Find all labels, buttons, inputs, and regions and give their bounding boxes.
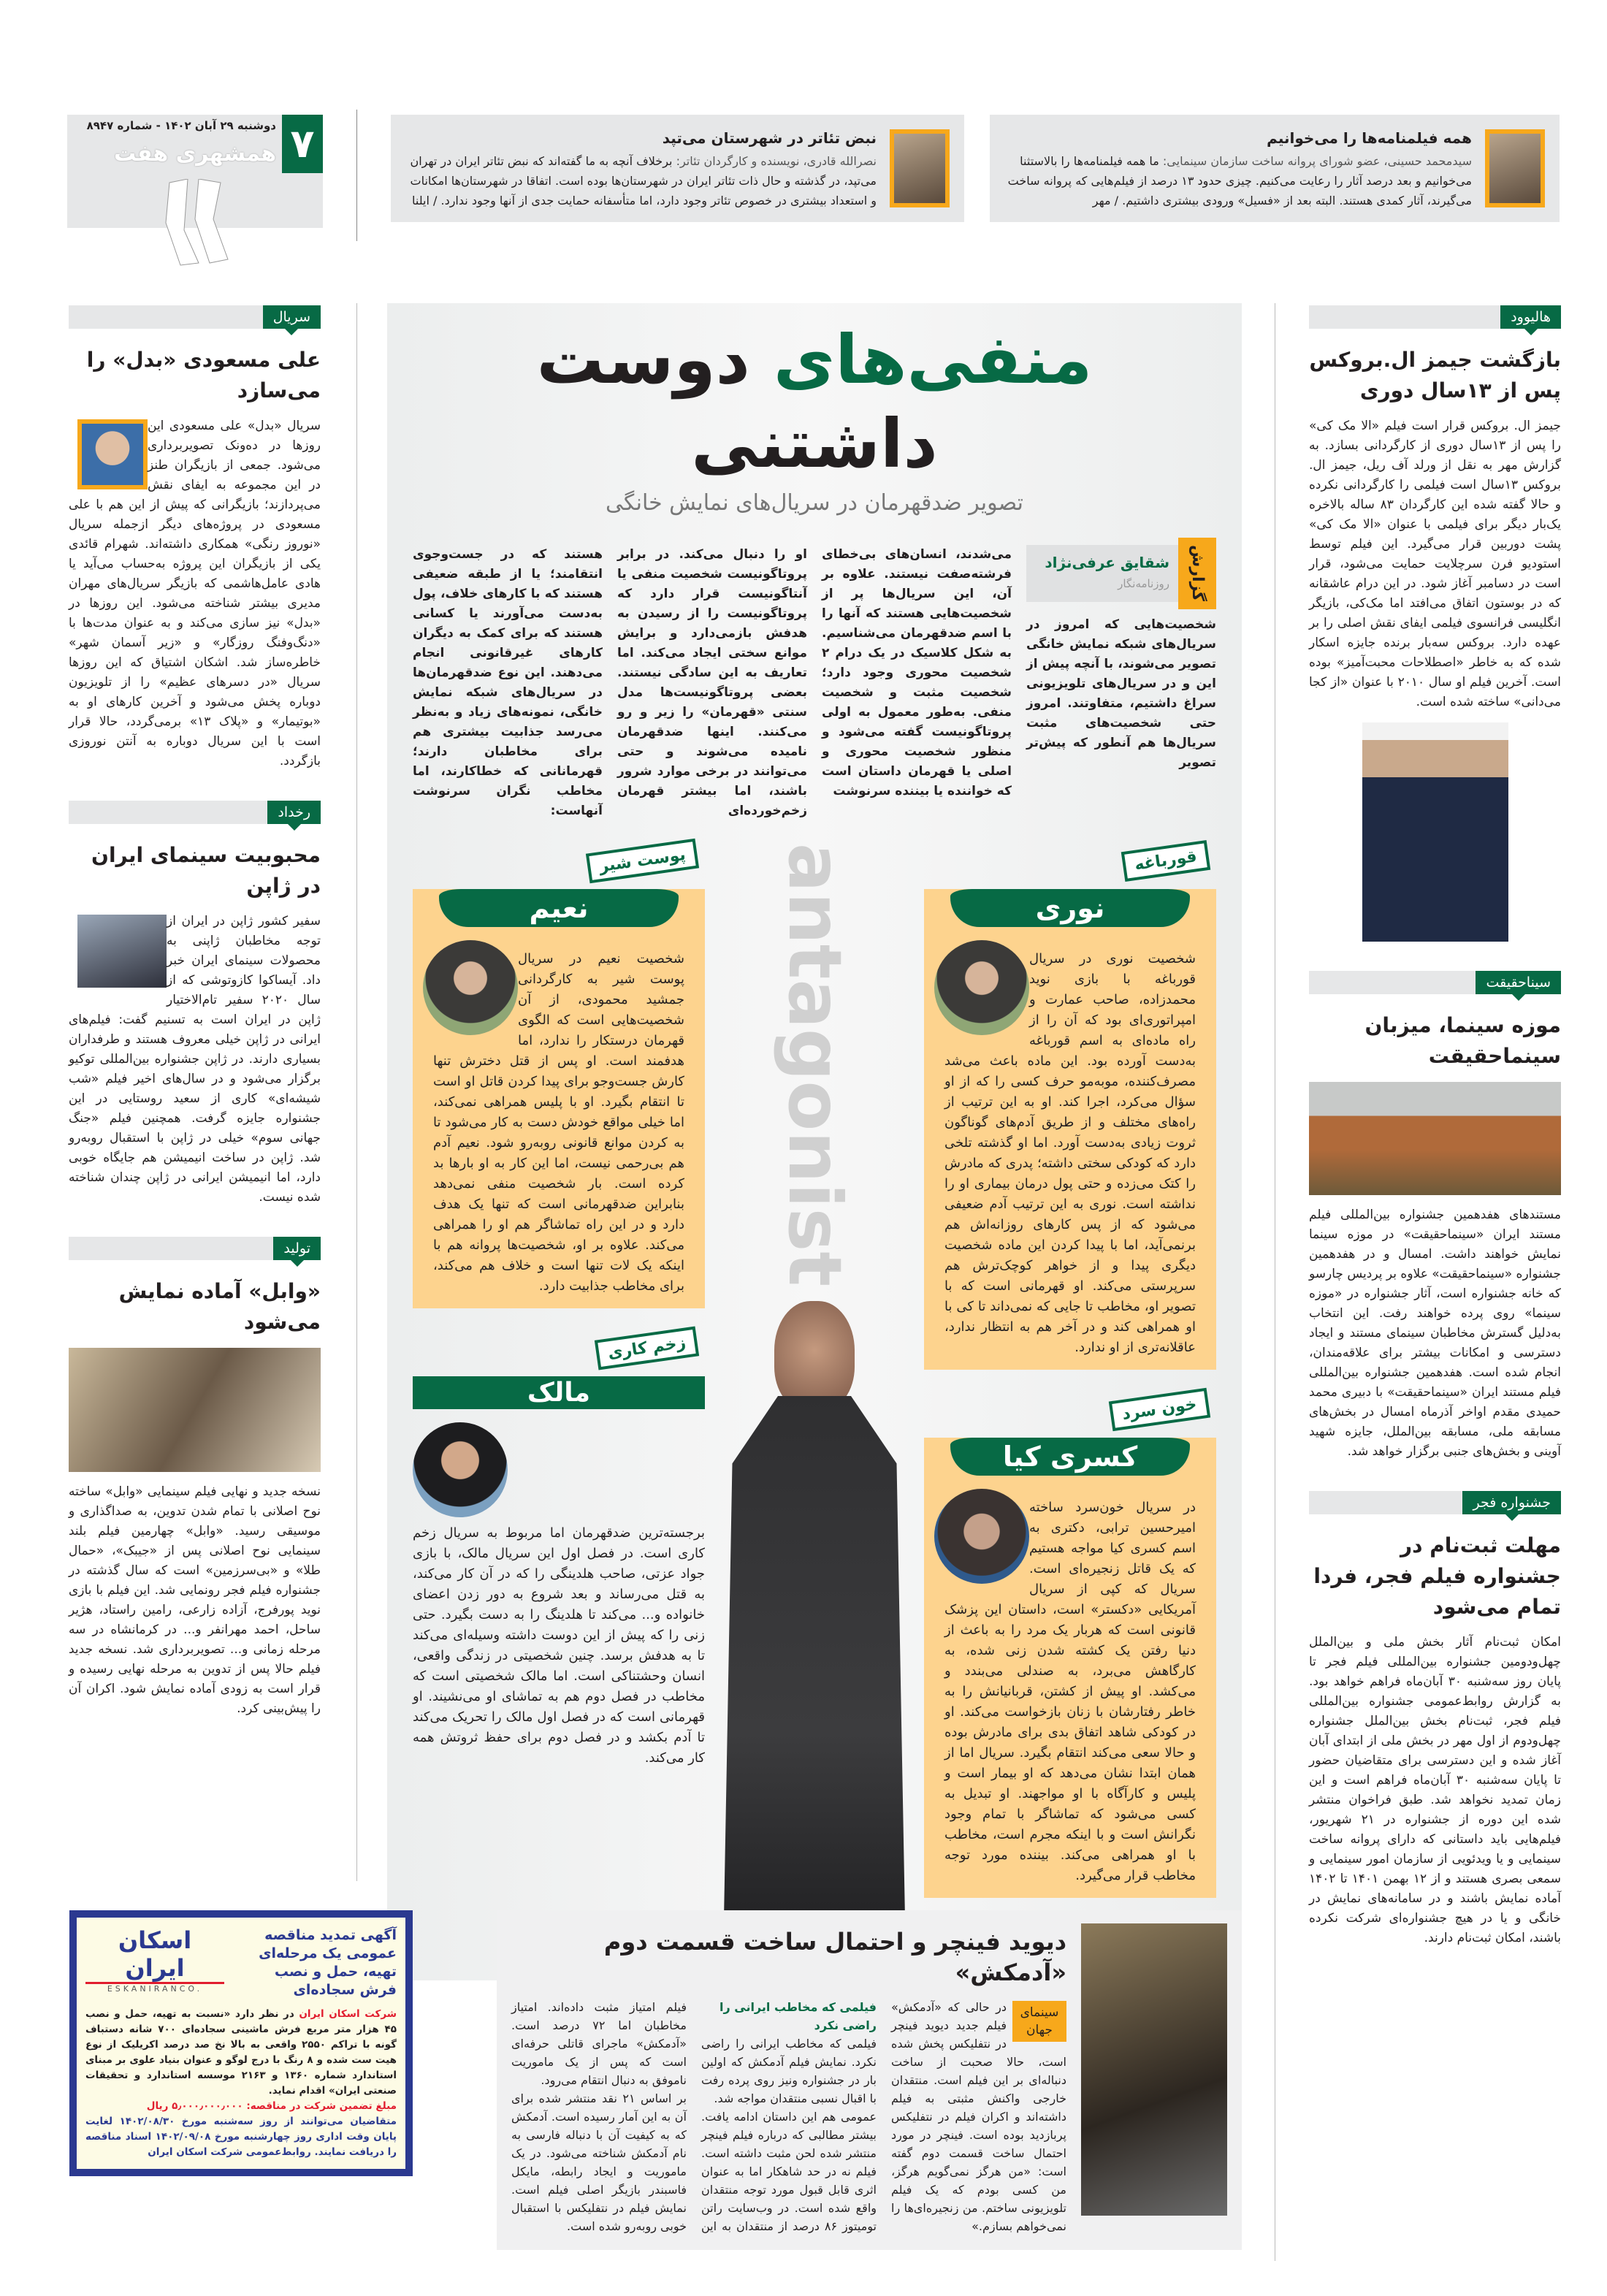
article-cinema-museum [1309,971,1561,1462]
article-japan [69,801,321,1208]
photo-naeim-actor [423,940,518,1035]
photo-cinema-museum [1309,1082,1561,1195]
intro-column-1: شخصیت‌هایی که امروز در سریال‌های شبکه نمایش خانگی تصویر می‌شوند، با آنچه پیش از این و در سریال‌های تلویزیونی سراغ داشتیم، متفاوتند. امروز حتی شخصیت‌های مثبت سریال‌ها هم آنطور که پیش‌تر تصویر [1026,617,1216,770]
byline-box [1026,545,1216,602]
ad-footer: متقاضیان می‌توانند از روز سه‌شنبه مورخ ۱۴۰۲/۰۸/۳۰ لغایت پایان وقت اداری روز چهارشنبه مورخ ۱۴۰۲/۰۹/۰۸ اسناد مناقصه را دریافت نمایند. روابط‌عمومی شرکت اسکان ایران [85,2116,397,2158]
article-body: امکان ثبت‌نام آثار بخش ملی و بین‌الملل چهل‌ودومین جشنواره بین‌المللی فیلم فجر تا پایان روز سه‌شنبه ۳۰ آبان‌ماه فراهم خواهد بود. به گزارش روابط‌عمومی جشنواره بین‌المللی فیلم فجر، ثبت‌نام بخش بین‌الملل جشنواره چهل‌ودوم از اول مهر در بخش ملی از ابتدای آبان آغاز شده و این دسترسی برای متقاضیان حضور تا پایان سه‌شنبه ۳۰ آبان‌ماه فراهم است و این زمان تمدید نخواهد شد. طبق فراخوان منتشر شده این دوره از جشنواره در ۲۱ شهریور، فیلم‌هایی باید داستانی که دارای پروانه ساخت سینمایی و یا ویدئویی از سازمان امور سینمایی و سمعی بصری هستند و از ۱۲ بهمن ۱۴۰۱ تا ۱۴۰۲ آماده نمایش باشند و در سامانه‌های نمایش در خانگی و یا در هیچ جشنواره‌ای شرکت نکرده باشند، امکان ثبت‌نام دارند. [1309,1635,1562,1945]
ad-company: شرکت اسکان ایران [299,2008,397,2020]
section-tag-production: تولید [69,1237,321,1260]
article-fajr [1309,1491,1561,1948]
characters-row [413,836,1216,1959]
character-name: نعیم [439,889,679,927]
character-name: مالک [527,1378,591,1408]
fincher-column-1: در حالی که «آدمکش» فیلم جدید دیوید فینچر در نتفلیکس پخش شده است، حالا صحبت از ساخت دنباله‌ای بر این فیلم است. منتقدان خارجی واکنش مثبتی به فیلم داشته‌اند و اکران فیلم در نتفلیکس پربازدید بوده است. فینچر در مورد احتمال ساخت قسمت دوم گفته است: «من هرگز نمی‌گویم هرگز، من کسی بودم که یک فیلم تلویزیونی ساختم. من زنجیره‌ای‌ها را نمی‌خواهم بسازم.» [891,2000,1066,2233]
masthead-box [67,115,323,228]
photo-kasra-kia-actor [934,1489,1029,1584]
character-head-malek [413,1376,705,1409]
quote-box-screenplays [990,115,1560,222]
intro-column-4: هستند که در جست‌وجوی انتقامند؛ یا از طبقه ضعیفی هستند که با کارهای خلاف، پول به‌دست می‌آورند یا کسانی هستند که برای کمک به دیگران کارهای غیرقانونی انجام می‌دهند. این نوع ضدقهرمان‌ها در سریال‌های شبکه نمایش خانگی، نمونه‌های زیاد و به‌نظر می‌رسد جذابیت بیشتری هم برای مخاطبان دارند؛ قهرمانانی که خطاکارند، اما مخاطب نگران سرنوشت آنهاست: [413,547,603,818]
series-stamp-zakhm-kari: زخم کاری [594,1327,699,1370]
section-logo: همشهری هفت [114,141,276,167]
character-text: شخصیت نعیم در سریال پوست شیر به کارگردانی جمشید محمودی، از آن شخصیت‌هایی است که الگوی قهرمان درستکار را ندارد، اما هدفمند است. او پس از قتل دخترش تنها کارش جست‌وجو برای پیدا کردن قاتل او است تا انتقام بگیرد. او با پلیس همراهی نمی‌کند، اما خیلی مواقع خودش دست به کار می‌شود تا به کردن موانع قانونی روبه‌رو شود. نعیم آدم هم بی‌رحمی نیست، اما این کار به او بارها بد کرده است. بار شخصیت منفی نمی‌دهد بنابراین ضدقهرمانی است که تنها یک هدف دارد و در این راه تماشاگر هم او را همراهی می‌کند. علاوه بر او، شخصیت‌ها پروانه هم با اینکه یک لات تنها است و خلاف هم می‌کند، برای مخاطب جذابیت دارد. [433,951,684,1294]
film-strip-logo [155,179,235,267]
quote-title: همه فیلمنامه‌ها را می‌خوانیم [1267,129,1472,147]
portrait-mohammad-hosseini [1485,129,1545,207]
characters-right [924,836,1216,1898]
headline-cinema-museum: موزه سینما، میزبان سینماحقیقت [1364,1013,1561,1068]
report-label: گزارش [1178,538,1216,609]
section-tag-cinema-verite: سیناحقیقت [1309,971,1561,994]
intro-column-2: می‌شدند، انسان‌های بی‌خطای فرشته‌صفت نیستند. علاوه بر آن، این سریال‌ها پر از شخصیت‌هایی هستند که آنها را با اسم ضدقهرمان می‌شناسیم. به شکل کلاسیک در یک درام ۲ شخصیت محوری وجود دارد؛ شخصیت مثبت و شخصیت منفی. به‌طور معمول به اولی پروتاگونیست گفته می‌شود و منظور شخصیت محوری و اصلی یا قهرمان داستان است که خواننده یا بیننده سرنوشت [822,547,1012,798]
ad-company-logo: اسکان ایران ESKANIRANCO. [85,1926,224,1994]
fincher-column-4: فیلمی که مخاطب ایرانی را راضی نکرد. نمایش فیلم آدمکش که اولین بار در جشنواره ونیز روی پرده رفت با اقبال نسبی منتقدان مواجه شد. [701,2037,877,2105]
feature-title-black: دوست داشتنی [536,321,938,483]
characters-middle [723,836,906,1959]
headline-masoudi: علی مسعودی «بدل» را می‌سازد [86,348,321,403]
article-body: جیمز ال. بروکس قرار است فیلم «الا مک کی» را پس از ۱۳سال دوری از کارگردانی بسازد. به گزارش مهر به نقل از ورلد آف ریل، جیمز ال. بروکس ۱۳سال است فیلمی را کارگردانی نکرده و حالا گفته شده این کارگردان ۸۳ ساله بالاخره یک‌بار دیگر برای فیلمی با عنوان «الا مک کی» پشت دوربین قرار می‌گیرد. این فیلم توسط استودیو فرن سرچلایت حمایت می‌شود، قرار است در دسامبر آغاز شود. در این درام عاشقانه که در بوستون اتفاق می‌افتد اما مک‌کی، بازیگر انگلیسی فرانسوی فیلمی ایفای نقش اصلی را بر عهده دارد. بروکس سه‌بار برنده جایزه اسکار شده که به خاطر «اصطلاحات محبت‌آمیز» بوده است. آخرین فیلم او سال ۲۰۱۰ با عنوان «از کجا می‌دانی» ساخته شده است. [1309,419,1562,709]
quote-text: نصرالله قادری، نویسنده و کارگردان تئاتر: برخلاف آنچه به ما گفته‌اند که نبض تئاتر ایران در تهران می‌تپد، در گذشته و حال ذات تئاتر ایران در شهرستان‌ها بوده است. اتفاقا در شهرستان‌ها امکانات و استعداد بیشتری در خصوص تئاتر وجود دارد، اما متأسفانه حمایت جدی از آنها وجود ندارد. / ایلنا [410,154,877,207]
ad-title: آگهی تمدید مناقصه عمومی یک مرحله‌ای تهیه، حمل و نصب فرش سجاده‌ای [259,1927,397,1998]
fincher-columns [511,1998,1066,2237]
photo-navid-mohammadzadeh [934,940,1029,1035]
section-tag-serial: سریال [69,305,321,329]
page-number-box [282,115,323,173]
character-box-kasra-kia [924,1438,1216,1898]
page-number: ۷ [290,121,315,167]
header-divider [356,110,357,241]
headline-japan: محبوبیت سینمای ایران در ژاپن [91,843,321,898]
right-column [1309,305,1561,1948]
character-box-naeim [413,889,705,1308]
left-column-divider [356,303,357,1881]
article-body: سفیر کشور ژاپن در ایران از توجه مخاطبان ژاپنی به محصولات سینمای ایران خبر داد. آیساکوا کازوتوشی که از سال ۲۰۲۰ سفیر تام‌الاختیار ژاپن در ایران است به تسنیم گفت: فیلم‌های ایرانی در ژاپن خیلی معروف هستند و طرفداران بسیاری دارند. در ژاپن جشنواره بین‌المللی توکیو برگزار می‌شود و در سال‌های اخیر فیلم «شب شیشه‌ای» کاری از سعید روستایی در این جشنواره جایزه گرفت. همچنین فیلم «جنگ جهانی سوم» خیلی در ژاپن با استقبال روبه‌رو شد. ژاپن در ساخت انیمیشن هم جایگاه خوبی دارد، اما انیمیشن ایرانی در ژاپن چندان شناخته شده نیست. [69,914,321,1205]
actor-coat [723,1396,906,1959]
photo-vabel-film [69,1348,321,1472]
headline-fajr: مهلت ثبت‌نام در جشنواره فیلم فجر، فردا تمام می‌شود [1313,1533,1561,1619]
headline-brooks: بازگشت جیمز ال.بروکس پس از ۱۳سال دوری [1309,348,1561,403]
feature-subtitle: تصویر ضدقهرمان در سریال‌های نمایش خانگی [606,490,1023,516]
article-brooks [1309,305,1561,942]
photo-javad-ezzati [723,1301,906,1959]
section-tag-hollywood: هالیوود [1309,305,1561,329]
character-text: برجسته‌ترین ضدقهرمان اما مربوط به سریال زخم کاری است. در فصل اول این سریال مالک، با بازی جواد عزتی، صاحب هلدینگی را که در آن کار می‌کند، به قتل می‌رساند و بعد شروع به دور زدن اعضای خانواده و... می‌کند تا هلدینگ را به دست بگیرد. حتی زنی را که پیش از این دوست داشته وسیله‌ای می‌کند تا به هدفش برسد. چنین شخصیتی در زندگی واقعی، انسان وحشتناکی است. اما مالک شخصیتی است که مخاطب در فصل دوم هم به تماشای او می‌نشیند. او قهرمانی است که در فصل اول مالک را تحریک می‌کند تا آدم بکشد و در فصل دوم برای حفظ ثروتش همه کار می‌کند. [413,1525,705,1766]
article-masoudi [69,305,321,771]
ad-body: شرکت اسکان ایران در نظر دارد «نسبت به تهیه، حمل و نصب ۴۵ هزار متر مربع فرش ماشینی سجاده‌ای ۷۰۰ شانه دستباف گونه با تراکم ۲۵۵۰ واقعی به بالا نخ صد درصد اکریلیک از نوع هیت ست شده و ۸ رنگ با درج لوگو و عنوان بنیاد علوی بر مبنای استاندارد شماره ۱۳۶۰ و ۲۱۶۳ موسسه استاندارد و تحقیقات صنعتی ایران» اقدام نماید. مبلغ تضمین شرکت در مناقصه: ۵٫۰۰۰٫۰۰۰٫۰۰۰ ریال متقاضیان می‌توانند از روز سه‌شنبه مورخ ۱۴۰۲/۰۸/۳۰ لغایت پایان وقت اداری روز چهارشنبه مورخ ۱۴۰۲/۰۹/۰۸ اسناد مناقصه را دریافت نمایند. روابط‌عمومی شرکت اسکان ایران [85,2007,397,2160]
fincher-column-3: بر اساس ۲۱ نقد منتشر شده برای آن به این آمار رسیده است. آدمکش که به کیفیت آن با دنباله فارسی به نام آدمکش شناخته می‌شود. در یک ماموریت و ایجاد رابطه، مایکل فاسبندر بازیگر اصلی فیلم است. نمایش فیلم در نتفلیکس با استقبال خوبی روبه‌رو شده است. [511,2091,687,2233]
headline-vabel: «وابل» آماده نمایش می‌شود [118,1279,321,1334]
article-body: نسخه جدید و نهایی فیلم سینمایی «وابل» ساخته نوح اصلانی با تمام شدن تدوین، به صداگذاری و موسیقی رسید. «وابل» چهارمین فیلم بلند سینمایی نوح اصلانی پس از «جیبک»، «حمال طلا» و «بی‌سرزمین» است که سال گذشته در جشنواره فیلم فجر رونمایی شد. این فیلم با بازی نوید پورفرج، آزاده زارعی، رامین راستاد، هژیر ساحل، احمد مهرانفر و... در کرمانشاه در سه مرحله زمانی و... تصویربرداری شد. نسخه جدید فیلم حالا پس از تدوین به مرحله نهایی رسیده و قرار است به زودی آماده نمایش شود. اکران آن را پیش‌بینی کرد. [69,1484,321,1716]
character-text: در سریال خون‌سرد ساخته امیرحسین ترابی، دکتری به اسم کسری کیا مواجه هستیم که یک قاتل زنجیره‌ای است. سریال که کپی از سریال آمریکایی «دکستر» است، داستان این پزشک قانونی است که هربار یک مرد را به باعث از دنیا رفتن یک کشته شدن زنی شده، به کارگاهش می‌برد، به صندلی می‌بندد و می‌کشد. او پیش از کشتن، قربانیانش را به خاطر رفتارشان با زنان بازخواست می‌کند. او در کودکی شاهد اتفاق بدی برای مادرش بوده و حالا سعی می‌کند انتقام بگیرد. سریال اما از همان ابتدا نشان می‌دهد که او بیمار است و پلیس و کارآگاه با او مواجهند. او تبدیل به کسی می‌شود که تماشاگر با تمام وجود نگرانش است و با اینکه مجرم است، مخاطب با او همراهی می‌کند. بیننده مورد توجه مخاطب قرار می‌گیرد. [944,1500,1196,1883]
actor-face [774,1301,855,1411]
left-column [69,305,321,1719]
series-stamp-poost-shir: پوست شیر [586,839,699,884]
photo-david-fincher [1081,1923,1227,2216]
feature-title-green: منفی‌های [773,321,1093,399]
photo-japan-ambassador [77,915,167,988]
section-tag-fajr: جشنواره فجر [1309,1491,1561,1514]
article-body: سریال «بدل» علی مسعودی این روزها در ده‌ونک تصویربرداری می‌شود. جمعی از بازیگران طنز در این مجموعه به ایفای نقش می‌پردازند؛ بازیگرانی که پیش از این هم با علی مسعودی در پروژه‌های دیگر ازجمله سریال «نوروز رنگی» همکاری داشته‌اند. شهرام قائدی یکی از بازیگران این پروژه به‌حساب می‌آید یا هادی عامل‌هاشمی که بازیگر سریال‌های مهران مدیری بیشتر شناخته می‌شود. این روزها در «بدل» نیز سازی می‌کند و به عنوان مدت‌ها با «دنگ‌وفنگ روزگار» و «زیر آسمان شهر» خاطره‌ساز شد. اشکان اشتیاق که این روزها سریال «در دسرهای عظیم» را از تلویزیون دوباره پخش می‌شود و آخرین کارهای او به «بوتیمار» و «پلاک ۱۳» برمی‌گردد، حالا قرار است با این سریال دوباره به آنتن نوروزی بازگردد. [69,419,321,768]
ad-guarantee: مبلغ تضمین شرکت در مناقصه: ۵٫۰۰۰٫۰۰۰٫۰۰۰ ریال [146,2100,397,2112]
characters-left [413,836,705,1769]
headline-fincher: دیوید فینچر و احتمال ساخت قسمت دوم «آدمکش» [603,1928,1066,1986]
series-stamp-ghorbagheh: قورباغه [1121,840,1210,882]
quote-title: نبض تئاتر در شهرستان می‌تپد [662,129,877,147]
tender-advertisement [69,1910,413,2176]
character-text: شخصیت نوری در سریال قورباغه با بازی نوید محمدزاده، صاحب عمارت و امپراتوری‌ای بود که آن را از راه ماده‌ای به اسم قورباغه به‌دست آورده بود. این ماده باعث می‌شد مصرف‌کننده، موبه‌مو حرف کسی را که از او سؤال می‌کرد، اجرا کند. او به این ترتیب از راه‌های مختلف و از طریق آدم‌های گوناگون ثروت زیادی به‌دست آورد. اما او گذشته تلخی دارد که کودکی سختی داشته؛ پدری که مادرش را کتک می‌زده و حتی پول درمان بیماری او را نداشته است. نوری به این ترتیب آدم ضعیفی می‌شود که از پس کارهای روزانه‌اش هم برنمی‌آید، اما با پیدا کردن این ماده شخصیت دیگری پیدا و از خواهر کوچک‌ترش هم سرپرستی می‌کند. او قهرمانی است که با تصویر او، مخاطب تا جایی که نمی‌داند تا کی با او همراهی کند و در آخر هم به انتظار ندارد، عاقلانه‌تری از او ندارد. [944,951,1196,1355]
series-stamp-khoon-sard: خون سرد [1109,1388,1210,1431]
antagonist-watermark: antagonist [772,843,858,1287]
fincher-column-2: عمومی هم این داستان ادامه یافت. بیشتر مطالبی که درباره فیلم فینچر منتشر شده لحن مثبت داشته است. فیلم نه در حد شاهکار اما به عنوان اثری قابل قبول مورد توجه منتقدان واقع شده است. در وب‌سایت راتن تومیتوز ۸۶ درصد از منتقدان به این فیلم امتیاز مثبت داده‌اند. امتیاز مخاطبان اما ۷۲ درصد است. «آدمکش» ماجرای قاتلی حرفه‌ای است که پس از یک ماموریت ناموفق به دنبال انتقام می‌رود. [511,2000,877,2233]
world-cinema-tag: سینمای جهان [1012,2001,1066,2042]
feature-title [413,318,1216,486]
issue-date: دوشنبه ۲۹ آبان ۱۴۰۲ - شماره ۸۹۴۷ [86,119,276,132]
character-name: نوری [950,889,1190,927]
photo-ali-masoudi [77,419,148,489]
feature-panel [387,303,1242,1980]
quote-text: سیدمحمد حسینی، عضو شورای پروانه ساخت سازمان سینمایی: ما همه فیلمنامه‌ها را بالاستثنا می‌خوانیم و بعد درصد آثار را رعایت می‌کنیم. چیزی حدود ۱۳ درصد از فیلم‌هایی که پروانه ساخت می‌گیرند، آثار کمدی هستند. البته بعد از «فسیل» ورودی بیشتری داشتیم. / مهر [1007,154,1472,207]
photo-james-l-brooks [1362,722,1508,942]
article-vabel [69,1237,321,1719]
author-name: شقایق عرفی‌نژاد [1045,554,1169,571]
intro-row [413,545,1216,821]
sub-heading: فیلمی که مخاطب ایرانی را راضی نکرد [719,2000,877,2032]
intro-column-3: او را دنبال می‌کند. در برابر پروتاگونیست شخصیت منفی یا آنتاگونیست قرار دارد که پروتاگونیست را از رسیدن به هدفش بازمی‌دارد و برایش موانع سختی ایجاد می‌کند. اما تعاریف به این سادگی نیستند. بعضی پروتاگونیست‌ها مدل سنتی «قهرمان» را زیر و رو می‌کنند. اینها ضدقهرمان نامیده می‌شوند و حتی می‌توانند در برخی موارد شرور باشند، اما بیشتر قهرمان زخم‌خورده‌ای [617,547,807,818]
fincher-article-box [497,1910,1242,2250]
quote-box-theatre [391,115,964,222]
article-body: مستندهای هفدهمین جشنواره بین‌المللی فیلم مستند ایران «سینماحقیقت» در موزه سینما نمایش خواهند داشت. امسال و در هفدهمین جشنواره «سینماحقیقت» علاوه بر پردیس چارسو که خانه جشنواره است، آثار جشنواره در «موزه سینما» روی پرده خواهند رفت. این انتخاب به‌دلیل گسترش مخاطبان سینمای مستند و ایجاد دسترسی و امکانات بیشتر برای علاقه‌مندان، انجام شده است. هفدهمین جشنواره بین‌المللی فیلم مستند ایران «سینماحقیقت» با دبیری محمد حمیدی مقدم اواخر آذرماه امسال در بخش‌های مسابقه ملی، مسابقه بین‌الملل، جایزه شهید آوینی و بخش‌های جنبی برگزار خواهد شد. [1309,1208,1561,1459]
photo-malek-actor [413,1422,508,1517]
character-name: کسری کیا [950,1438,1190,1476]
author-role: روزنامه‌نگار [1118,577,1169,590]
portrait-nasrollah-ghaderi [890,129,950,207]
character-box-noori [924,889,1216,1370]
section-tag-event: رخداد [69,801,321,824]
